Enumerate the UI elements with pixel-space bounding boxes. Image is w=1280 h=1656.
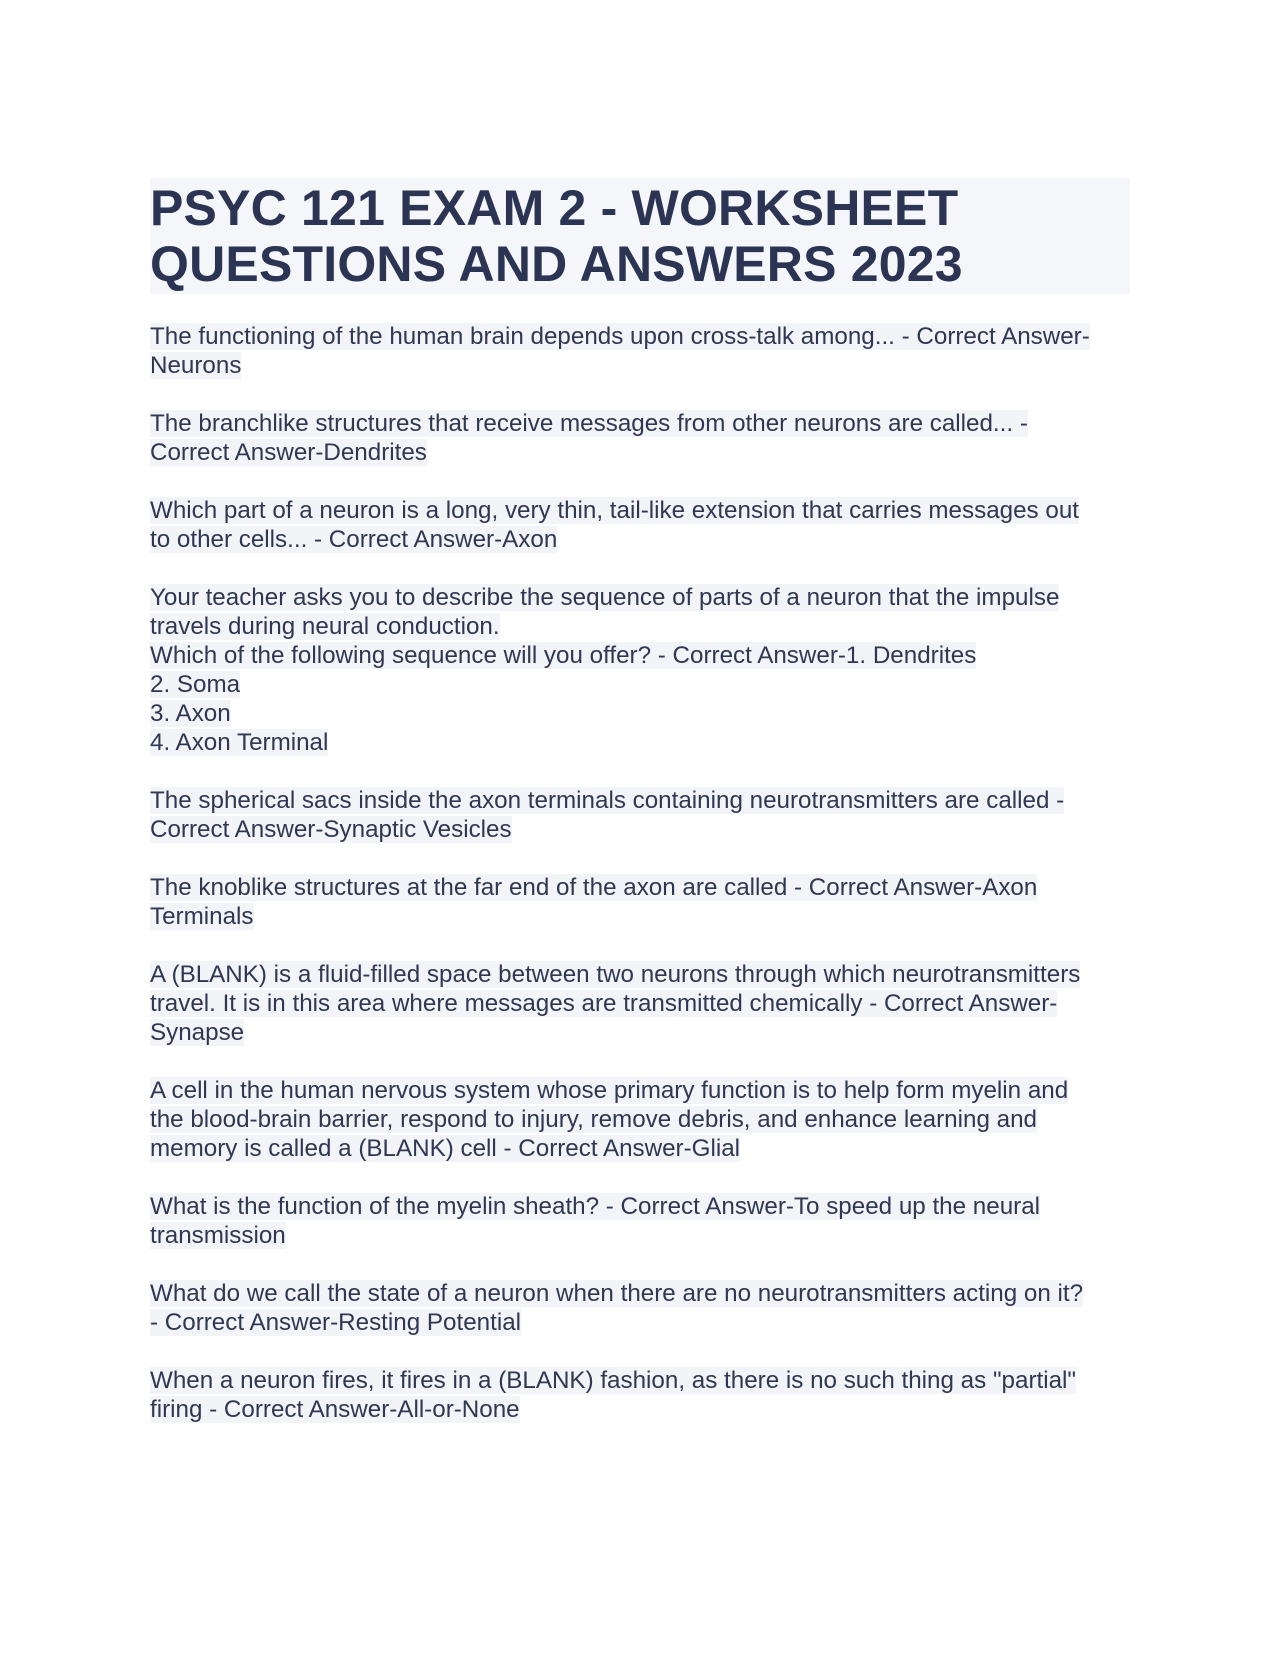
qa-line xyxy=(150,1105,1130,1134)
qa-line xyxy=(150,351,1130,380)
qa-item xyxy=(150,1192,1130,1250)
document-page xyxy=(150,178,1130,1453)
qa-line xyxy=(150,670,1130,699)
qa-line-text: Terminals xyxy=(150,903,254,930)
qa-line-text: travels during neural conduction. xyxy=(150,613,500,640)
qa-line xyxy=(150,438,1130,467)
qa-line xyxy=(150,699,1130,728)
qa-line-text: The functioning of the human brain depends upon cross-talk among... - Correct Answer- xyxy=(150,323,1090,350)
qa-line-text: travel. It is in this area where messages are transmitted chemically - Correct Answer- xyxy=(150,990,1058,1017)
title-line-1: PSYC 121 EXAM 2 - WORKSHEET xyxy=(150,180,959,236)
qa-line-text: firing - Correct Answer-All-or-None xyxy=(150,1396,520,1423)
qa-line-text: What is the function of the myelin sheath? - Correct Answer-To speed up the neural xyxy=(150,1193,1041,1220)
qa-line xyxy=(150,1279,1130,1308)
qa-item xyxy=(150,496,1130,554)
qa-line-text: The branchlike structures that receive messages from other neurons are called... - xyxy=(150,410,1028,437)
qa-line xyxy=(150,583,1130,612)
qa-line-text: Which part of a neuron is a long, very thin, tail-like extension that carries messages out xyxy=(150,497,1079,524)
qa-line xyxy=(150,1076,1130,1105)
title-line-2: QUESTIONS AND ANSWERS 2023 xyxy=(150,236,963,292)
qa-line-text: 3. Axon xyxy=(150,700,231,727)
qa-line-text: transmission xyxy=(150,1222,286,1249)
qa-line xyxy=(150,1192,1130,1221)
qa-line-text: Correct Answer-Dendrites xyxy=(150,439,427,466)
qa-item xyxy=(150,873,1130,931)
qa-line xyxy=(150,496,1130,525)
qa-item xyxy=(150,1366,1130,1424)
qa-line xyxy=(150,728,1130,757)
qa-item xyxy=(150,960,1130,1047)
qa-line xyxy=(150,1018,1130,1047)
document-title xyxy=(150,178,1130,294)
qa-line xyxy=(150,1221,1130,1250)
qa-line-text: Neurons xyxy=(150,352,242,379)
qa-line-text: memory is called a (BLANK) cell - Correct Answer-Glial xyxy=(150,1135,741,1162)
qa-line-text: The spherical sacs inside the axon terminals containing neurotransmitters are called - xyxy=(150,787,1065,814)
qa-item xyxy=(150,322,1130,380)
qa-line xyxy=(150,1134,1130,1163)
qa-item xyxy=(150,1279,1130,1337)
qa-line xyxy=(150,641,1130,670)
qa-line xyxy=(150,409,1130,438)
qa-line-text: When a neuron fires, it fires in a (BLANK) fashion, as there is no such thing as "partial" xyxy=(150,1367,1076,1394)
qa-line-text: - Correct Answer-Resting Potential xyxy=(150,1309,522,1336)
qa-line xyxy=(150,1366,1130,1395)
qa-line-text: 4. Axon Terminal xyxy=(150,729,329,756)
qa-item xyxy=(150,583,1130,757)
qa-line-text: A (BLANK) is a fluid-filled space between two neurons through which neurotransmitters xyxy=(150,961,1081,988)
qa-line xyxy=(150,612,1130,641)
qa-line xyxy=(150,815,1130,844)
qa-line-text: A cell in the human nervous system whose primary function is to help form myelin and xyxy=(150,1077,1069,1104)
qa-line-text: to other cells... - Correct Answer-Axon xyxy=(150,526,558,553)
qa-line xyxy=(150,786,1130,815)
qa-line xyxy=(150,525,1130,554)
qa-line-text: Synapse xyxy=(150,1019,245,1046)
qa-line-text: The knoblike structures at the far end of the axon are called - Correct Answer-Axon xyxy=(150,874,1038,901)
qa-list xyxy=(150,322,1130,1424)
qa-item xyxy=(150,409,1130,467)
qa-line-text: the blood-brain barrier, respond to injury, remove debris, and enhance learning and xyxy=(150,1106,1037,1133)
qa-line xyxy=(150,1308,1130,1337)
qa-item xyxy=(150,1076,1130,1163)
qa-line-text: Which of the following sequence will you offer? - Correct Answer-1. Dendrites xyxy=(150,642,977,669)
qa-line xyxy=(150,873,1130,902)
qa-item xyxy=(150,786,1130,844)
qa-line xyxy=(150,989,1130,1018)
qa-line xyxy=(150,1395,1130,1424)
qa-line xyxy=(150,902,1130,931)
qa-line-text: 2. Soma xyxy=(150,671,241,698)
qa-line-text: Your teacher asks you to describe the sequence of parts of a neuron that the impulse xyxy=(150,584,1060,611)
qa-line-text: Correct Answer-Synaptic Vesicles xyxy=(150,816,512,843)
qa-line xyxy=(150,960,1130,989)
qa-line xyxy=(150,322,1130,351)
qa-line-text: What do we call the state of a neuron when there are no neurotransmitters acting on it? xyxy=(150,1280,1084,1307)
